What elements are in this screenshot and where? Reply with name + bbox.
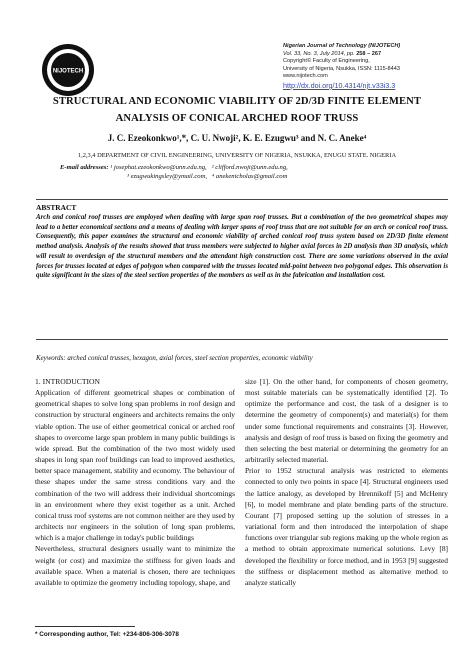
keywords-label: Keywords: (36, 355, 66, 362)
keywords-text: arched conical trusses, hexagon, axial forces, steel section properties, economic viability (67, 355, 313, 362)
abstract-heading: ABSTRACT (36, 203, 77, 212)
journal-copyright: Copyright© Faculty of Engineering, (283, 58, 370, 65)
paragraph: Prior to 1952 structural analysis was restricted to elements connected to only two points in space [4]. Structural engineers used the lattice analogy, as developed by Hrennikoff [5] and McHenry [6], to model membrane and plate bending parts of the structure. Courant [7] proposed setting up the solution of stresses in a variational form and then introduced the interpolation of shape functions over triangular sub regions making up the whole region as a method to obtain approximate numerical solutions. Levy [8] developed the flexibility or force method, and in 1953 [9] suggested the stiffness or displacement method as alternative method to analyze statically (245, 466, 448, 587)
affiliation: 1,2,3,4 DEPARTMENT OF CIVIL ENGINEERING, UNIVERSITY OF NIGERIA, NSUKKA, ENUGU STATE. NIGERIA (77, 152, 397, 159)
paragraph: size [1]. On the other hand, for components of chosen geometry, most suitable materials can be systematically identified [2]. To optimize the performance and cost, the task of a designer is to determine the geometry of component(s) and material(s) for them under some functional requirements and constraints [3]. However, analysis and design of roof truss is based on fixing the geometry and then selecting the best material or determining the geometry for an arbitrarily selected material. (245, 377, 448, 465)
title-line-2: ANALYSIS OF CONICAL ARCHED ROOF TRUSS (115, 113, 359, 124)
footnote-rule (35, 626, 135, 627)
abstract-rule-top (36, 199, 448, 200)
email-label: E-mail addresses: (60, 164, 109, 171)
journal-university: University of Nigeria, Nsukka, ISSN: 1115-8443 (283, 65, 401, 72)
corresponding-author-footnote: * Corresponding author, Tel: +234-806-306-3078 (35, 631, 179, 638)
author-list: J. C. Ezeokonkwo¹,*, C. U. Nwoji², K. E. Ezugwu³ and N. C. Aneke⁴ (107, 133, 367, 143)
journal-volume: Vol. 33, No. 3, July 2014, pp. 258 – 267 (283, 50, 382, 57)
email-addresses (60, 163, 440, 181)
journal-info (283, 43, 468, 90)
journal-website[interactable]: www.nijotech.com (283, 73, 328, 80)
email-2[interactable]: ² clifford.nwoji@unn.edu.ng, (211, 164, 288, 171)
email-1[interactable]: ¹ josephat.ezeokonkwo@unn.edu.ng, (110, 164, 207, 171)
paragraph: Nevertheless, structural designers usually want to minimize the weight (or cost) and maximize the stiffness for given loads and available space. When a material is chosen, there are techniques available to optimize the geometry including topology, shape, and (35, 544, 235, 587)
journal-logo (40, 42, 96, 98)
body-column-left (35, 376, 235, 588)
doi-link[interactable]: http://dx.doi.org/10.4314/njt.v33i3.3 (283, 80, 396, 90)
logo-text: NIJOTECH (52, 68, 84, 75)
abstract-rule-bottom (36, 339, 448, 340)
paragraph: Application of different geometrical shapes or combination of geometrical shapes to solve long span problems in roof design and construction by structural engineers and architects remains the only viable option. The use of either geometrical conical or arched roof shapes to overcome large span problem in many public buildings is wide spread. But the combination of the two most widely used shapes in long span roof buildings can lead to improved aesthetics, better space management, stability and economy. The behaviour of these shapes under the same stress conditions vary and the combination of the two will address their individual shortcomings in an environment where they exist together as a unit. Arched conical truss roof systems are not common neither are they used by architects nor engineers in the solution of long span problems, which is a major challenge in today's public buildings (35, 388, 235, 543)
abstract-text: Arch and conical roof trusses are employed when dealing with large span roof trusses. But a combination of the two geometrical shapes may lead to a better economical sections and a means of dealing with larger spans of roof truss that are not suitable for an arch or conical roof truss. Consequently, this paper examines the structural and economic viability of arched conical roof truss system based on 2D/3D finite element method analysis. Analysis of the results showed that truss members were subjected to higher axial forces in 2D analysis than 3D analysis, which will result to overdesign of the structural members and the attendant high construction cost. There are some variations observed in the axial forces for trusses located at edges of polygon when compared with the trusses located mid-point between two polygonal edges. This observation is quite significant in the sizes of the steel section properties of the members as well as in the fabrication and installation cost. (36, 214, 448, 280)
title-line-1: STRUCTURAL AND ECONOMIC VIABILITY OF 2D/3D FINITE ELEMENT (52, 96, 422, 107)
keywords (36, 354, 448, 363)
email-3[interactable]: ³ ezugwukingsley@ymail.com, (127, 173, 208, 180)
journal-name: Nigerian Journal of Technology (NIJOTECH) (283, 43, 401, 49)
email-4[interactable]: ⁴ anekenicholas@gmail.com (211, 173, 288, 180)
section-heading-introduction: 1. INTRODUCTION (35, 377, 100, 386)
body-column-right (245, 376, 448, 588)
paper-title (12, 93, 462, 127)
